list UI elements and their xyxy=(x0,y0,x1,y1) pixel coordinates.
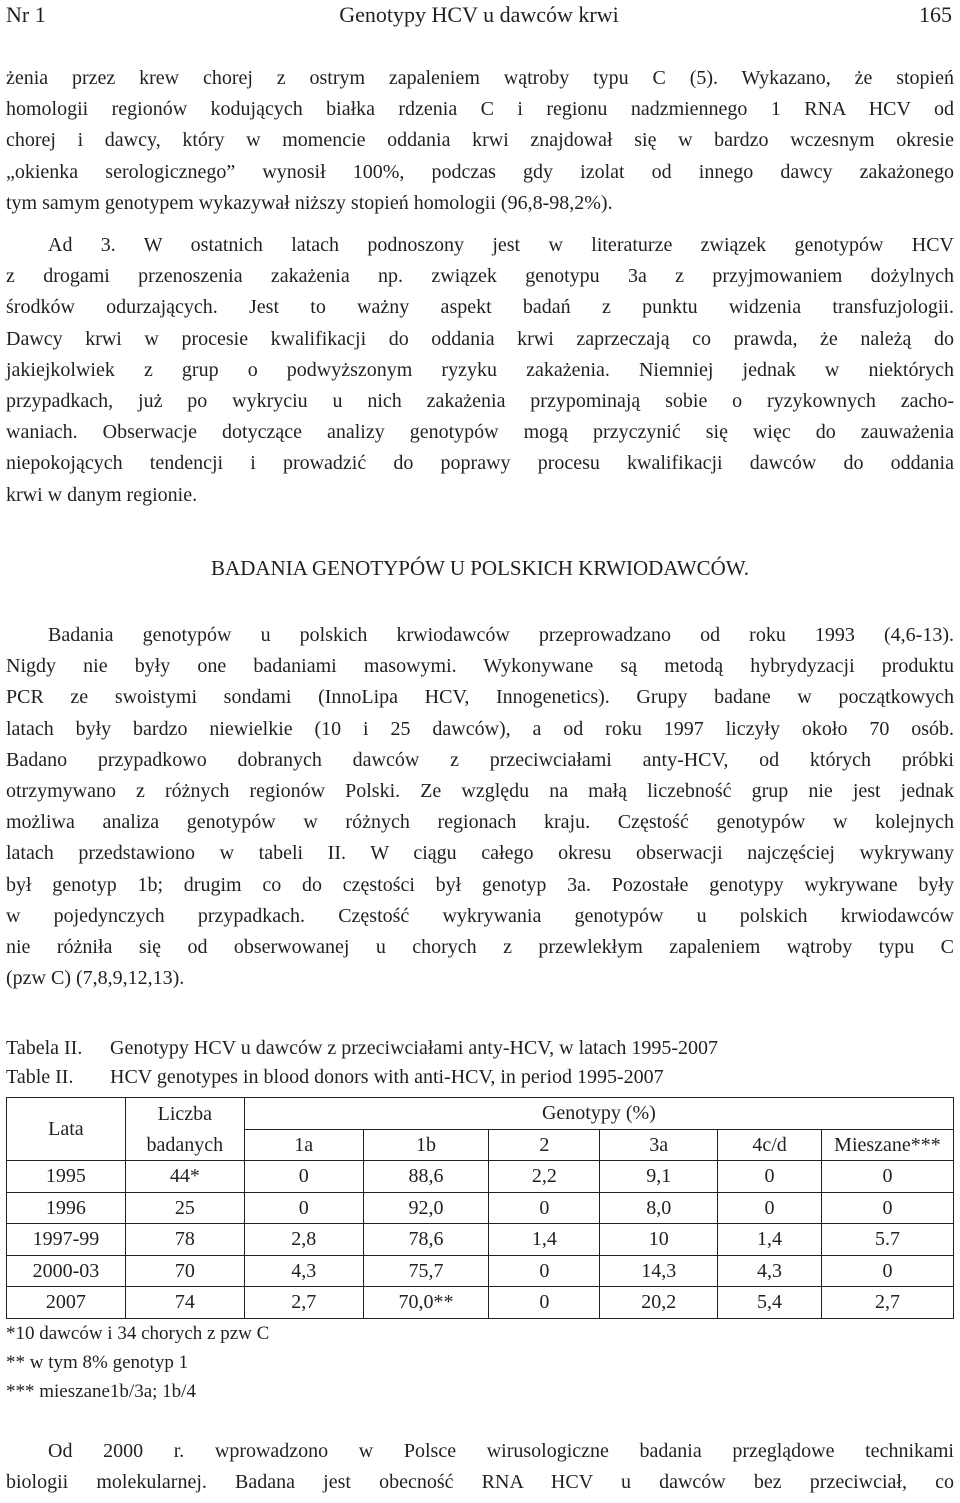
text-line: tym samym genotypem wykazywał niższy stopień homologii (96,8-98,2%). xyxy=(6,191,613,214)
table-cell: 20,2 xyxy=(600,1287,718,1319)
header-genotype: 1b xyxy=(363,1129,489,1161)
footnote: ** w tym 8% genotyp 1 xyxy=(6,1352,189,1373)
running-header xyxy=(6,2,952,34)
text-line: PCR ze swoistymi sondami (InnoLipa HCV, Innogenetics). Grupy badane w początkowych xyxy=(6,686,954,709)
table-cell: 2,7 xyxy=(821,1287,953,1319)
table-cell: 92,0 xyxy=(363,1192,489,1224)
text-line: w pojedynczych przypadkach. Częstość wykrywania genotypów u polskich krwiodawców xyxy=(6,904,954,927)
text-line: Dawcy krwi w procesie kwalifikacji do oddania krwi zaprzeczają co prawda, że należą do xyxy=(6,327,954,350)
table-cell: 0 xyxy=(718,1161,822,1193)
table-row xyxy=(7,1192,954,1224)
page-number: 165 xyxy=(919,2,952,27)
table-cell: 2,2 xyxy=(489,1161,600,1193)
table-title-en: HCV genotypes in blood donors with anti-HCV, in period 1995-2007 xyxy=(110,1066,664,1088)
text-line: (pzw C) (7,8,9,12,13). xyxy=(6,967,185,990)
table-subheader-row xyxy=(7,1129,954,1161)
table-label-en: Table II. xyxy=(6,1066,74,1088)
table-cell: 88,6 xyxy=(363,1161,489,1193)
table-cell: 2,8 xyxy=(244,1224,363,1256)
text-line: możliwa analiza genotypów w różnych regionach kraju. Częstość genotypów w kolejnych xyxy=(6,811,954,834)
table-caption-en xyxy=(6,1062,664,1092)
table-row xyxy=(7,1255,954,1287)
table-cell: 0 xyxy=(821,1255,953,1287)
text-line: był genotyp 1b; drugim co do częstości był genotyp 3a. Pozostałe genotypy wykrywane były xyxy=(6,873,954,896)
table-caption-pl xyxy=(6,1033,718,1063)
table-row xyxy=(7,1224,954,1256)
table-cell: 4,3 xyxy=(244,1255,363,1287)
table-cell: 0 xyxy=(821,1161,953,1193)
text-line: środków odurzających. Jest to ważny aspekt badań z punktu widzenia transfuzjologii. xyxy=(6,296,954,319)
header-year: Lata xyxy=(7,1098,126,1161)
header-genotype: 4c/d xyxy=(718,1129,822,1161)
table-cell: 1996 xyxy=(7,1192,126,1224)
text-line: przypadkach, już po wykryciu u nich zakażenia przypominają sobie o ryzykownych zacho- xyxy=(6,389,954,412)
table-cell: 5.7 xyxy=(821,1224,953,1256)
table-cell: 4,3 xyxy=(718,1255,822,1287)
text-line: Badano przypadkowo dobranych dawców z przeciwciałami anty-HCV, od których próbki xyxy=(6,748,954,771)
table-row xyxy=(7,1161,954,1193)
paragraph-4 xyxy=(6,1436,954,1498)
header-genotype: 1a xyxy=(244,1129,363,1161)
table-label-pl: Tabela II. xyxy=(6,1037,83,1059)
table-cell: 5,4 xyxy=(718,1287,822,1319)
header-genotype: 3a xyxy=(600,1129,718,1161)
table-cell: 0 xyxy=(244,1192,363,1224)
text-line: biologii molekularnej. Badana jest obecność RNA HCV u dawców bez przeciwciał, co xyxy=(6,1471,954,1494)
table-cell: 2,7 xyxy=(244,1287,363,1319)
table-cell: 8,0 xyxy=(600,1192,718,1224)
text-line: niepokojących tendencji i prowadzić do poprawy procesu kwalifikacji dawców do oddania xyxy=(6,452,954,475)
table-cell: 0 xyxy=(718,1192,822,1224)
table-cell: 2007 xyxy=(7,1287,126,1319)
text-line: żenia przez krew chorej z ostrym zapaleniem wątroby typu C (5). Wykazano, że stopień xyxy=(6,67,954,89)
table-title-pl: Genotypy HCV u dawców z przeciwciałami anty-HCV, w latach 1995-2007 xyxy=(110,1037,718,1059)
table-cell: 1997-99 xyxy=(7,1224,126,1256)
table-cell: 1995 xyxy=(7,1161,126,1193)
table-cell: 70 xyxy=(125,1255,244,1287)
table-cell: 78,6 xyxy=(363,1224,489,1256)
table-cell: 44* xyxy=(125,1161,244,1193)
table-cell: 75,7 xyxy=(363,1255,489,1287)
table-cell: 78 xyxy=(125,1224,244,1256)
running-title: Genotypy HCV u dawców krwi xyxy=(339,2,619,27)
table-cell: 0 xyxy=(821,1192,953,1224)
header-genotype: 2 xyxy=(489,1129,600,1161)
text-line: latach przedstawiono w tabeli II. W ciągu całego okresu obserwacji najczęściej wykrywany xyxy=(6,842,954,865)
table-cell: 1,4 xyxy=(718,1224,822,1256)
table-cell: 0 xyxy=(489,1287,600,1319)
table-cell: 1,4 xyxy=(489,1224,600,1256)
paragraph-3 xyxy=(6,620,954,994)
table-cell: 14,3 xyxy=(600,1255,718,1287)
footnote: *** mieszane1b/3a; 1b/4 xyxy=(6,1381,196,1402)
table-cell: 10 xyxy=(600,1224,718,1256)
text-line: krwi w danym regionie. xyxy=(6,483,198,506)
table-footnotes xyxy=(6,1319,269,1406)
header-genotypes: Genotypy (%) xyxy=(244,1098,953,1130)
text-line: Ad 3. W ostatnich latach podnoszony jest w literaturze związek genotypów HCV xyxy=(48,234,954,256)
text-line: z drogami przenoszenia zakażenia np. związek genotypu 3a z przyjmowaniem dożylnych xyxy=(6,265,954,288)
table-header-row xyxy=(7,1098,954,1130)
text-line: Od 2000 r. wprowadzono w Polsce wirusologiczne badania przeglądowe technikami xyxy=(48,1440,954,1462)
header-genotype: Mieszane*** xyxy=(821,1129,953,1161)
text-line: Nigdy nie były one badaniami masowymi. Wykonywane są metodą hybrydyzacji produktu xyxy=(6,655,954,678)
text-line: jakiejkolwiek z grup o podwyższonym ryzyku zakażenia. Niemniej jednak w niektórych xyxy=(6,358,954,381)
text-line: „okienka serologicznego” wynosił 100%, podczas gdy izolat od innego dawcy zakażonego xyxy=(6,160,954,183)
text-line: waniach. Obserwacje dotyczące analizy genotypów mogą przyczynić się więc do zauważenia xyxy=(6,421,954,444)
text-line: nie różniła się od obserwowanej u chorych z przewlekłym zapaleniem wątroby typu C xyxy=(6,935,954,958)
journal-issue: Nr 1 xyxy=(6,2,46,27)
table-cell: 0 xyxy=(244,1161,363,1193)
table-cell: 74 xyxy=(125,1287,244,1319)
section-heading: BADANIA GENOTYPÓW U POLSKICH KRWIODAWCÓW. xyxy=(211,556,749,580)
genotype-table xyxy=(6,1097,954,1319)
table-cell: 0 xyxy=(489,1192,600,1224)
text-line: otrzymywano z różnych regionów Polski. Ze względu na małą liczebność grup nie jest jednak xyxy=(6,779,954,802)
table-cell: 9,1 xyxy=(600,1161,718,1193)
table-cell: 25 xyxy=(125,1192,244,1224)
paragraph-2 xyxy=(6,230,954,511)
header-count-line2: badanych xyxy=(125,1129,244,1161)
text-line: latach były bardzo niewielkie (10 i 25 dawców), a od roku 1997 liczyły około 70 osób. xyxy=(6,717,954,740)
paragraph-1 xyxy=(6,63,954,219)
table-cell: 70,0** xyxy=(363,1287,489,1319)
text-line: homologii regionów kodujących białka rdzenia C i regionu nadzmiennego 1 RNA HCV od xyxy=(6,98,954,121)
footnote: *10 dawców i 34 chorych z pzw C xyxy=(6,1323,270,1344)
text-line: chorej i dawcy, który w momencie oddania krwi znajdował się w bardzo wczesnym okresie xyxy=(6,129,954,152)
text-line: Badania genotypów u polskich krwiodawców przeprowadzano od roku 1993 (4,6-13). xyxy=(48,624,954,646)
header-count-line1: Liczba xyxy=(125,1098,244,1130)
table-cell: 0 xyxy=(489,1255,600,1287)
table-row xyxy=(7,1287,954,1319)
table-cell: 2000-03 xyxy=(7,1255,126,1287)
